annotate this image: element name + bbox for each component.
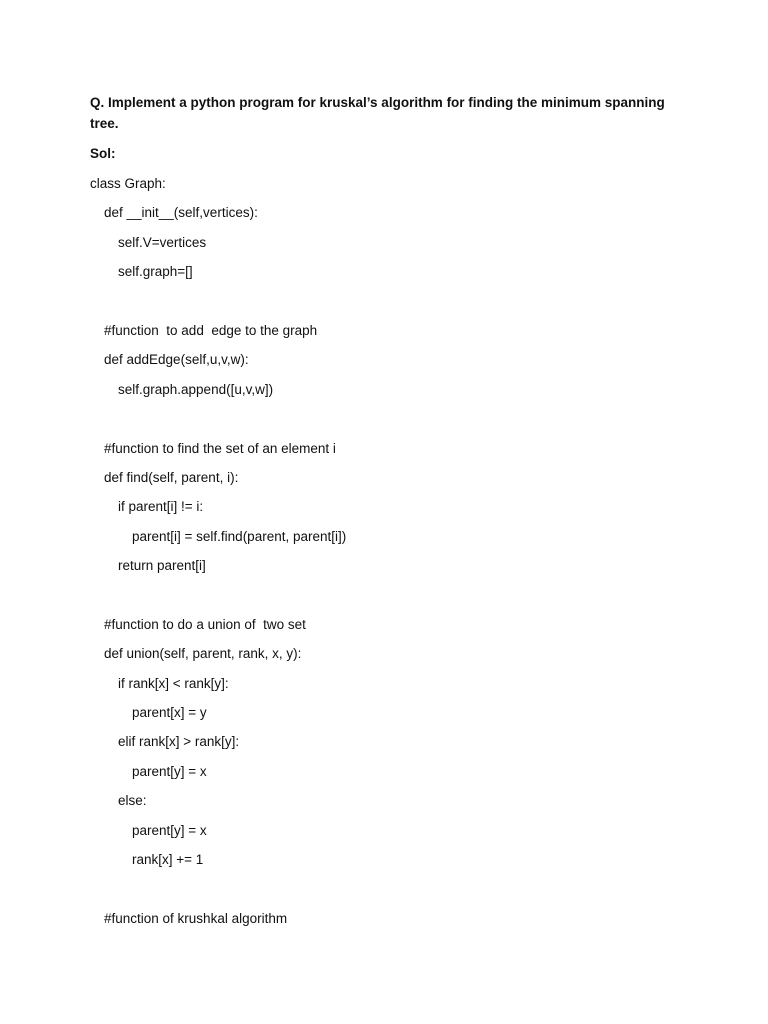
code-line: #function to add edge to the graph [104,322,318,338]
code-line [90,585,710,614]
code-line: parent[i] = self.find(parent, parent[i]) [132,528,347,544]
code-line: if rank[x] < rank[y]: [118,675,229,691]
code-line: parent[y] = x [132,763,207,779]
code-line: parent[y] = x [132,822,207,838]
code-line: self.V=vertices [118,234,207,250]
solution-label: Sol: [90,146,116,161]
code-line: return parent[i] [118,558,206,574]
code-line: self.graph=[] [118,264,193,280]
code-line [90,292,710,321]
code-line [90,879,710,908]
code-line: class Graph: [90,176,166,191]
code-line: #function of krushkal algorithm [104,910,288,926]
code-line: def addEdge(self,u,v,w): [104,352,249,368]
code-line: def union(self, parent, rank, x, y): [104,646,302,662]
code-line [90,409,710,438]
code-line: #function to do a union of two set [104,616,306,632]
code-block [90,174,710,938]
code-line: elif rank[x] > rank[y]: [118,734,240,750]
code-line: #function to find the set of an element i [104,440,336,456]
question-heading: Q. Implement a python program for kruskal’s algorithm for finding the minimum spanning tree. [90,95,665,131]
code-line: def __init__(self,vertices): [104,205,258,221]
code-line: rank[x] += 1 [132,851,204,867]
code-line: if parent[i] != i: [118,499,204,515]
code-line: parent[x] = y [132,705,207,721]
code-line: def find(self, parent, i): [104,469,239,485]
code-line: self.graph.append([u,v,w]) [118,381,274,397]
code-line: else: [118,793,147,809]
